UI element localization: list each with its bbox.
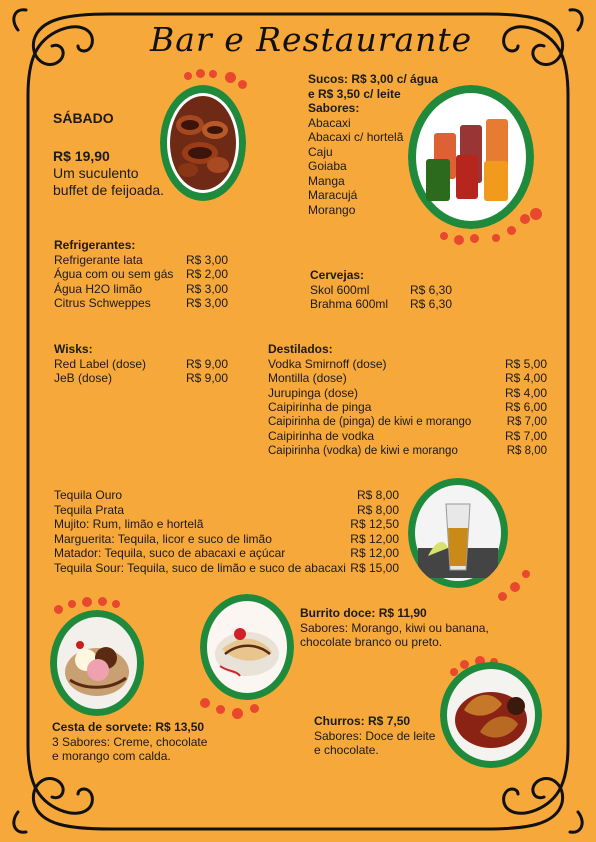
list-item: Caipirinha de (pinga) de kiwi e morango R$ 7,00 — [268, 415, 547, 428]
ice-cream-section — [52, 720, 232, 764]
list-item: Marguerita: Tequila, licor e suco de limão R$ 12,00 — [54, 531, 399, 546]
tequila-image — [408, 478, 508, 588]
page-title: Bar e Restaurante — [150, 20, 473, 59]
soft-drinks-heading: Refrigerantes: — [54, 238, 136, 252]
juice-flavor: Abacaxi c/ hortelã — [308, 130, 404, 144]
list-item: Vodka Smirnoff (dose) R$ 5,00 — [268, 356, 547, 371]
ice-cream-desc-1: 3 Sabores: Creme, chocolate — [52, 734, 208, 749]
list-item: Jurupinga (dose) R$ 4,00 — [268, 385, 547, 400]
burrito-price: R$ 11,90 — [378, 606, 427, 620]
churros-image — [440, 662, 542, 768]
juice-flavor: Morango — [308, 202, 356, 217]
saturday-desc-1: Um suculento — [53, 165, 139, 181]
saturday-price: R$ 19,90 — [53, 148, 110, 164]
list-item: Água H2O limão R$ 3,00 — [54, 281, 228, 296]
list-item: Tequila Prata R$ 8,00 — [54, 502, 399, 517]
list-item: Água com ou sem gás R$ 2,00 — [54, 267, 228, 281]
juice-flavor: Maracujá — [308, 188, 358, 202]
whiskies-heading: Wisks: — [54, 342, 93, 356]
list-item: Montilla (dose) R$ 4,00 — [268, 371, 547, 385]
juices-flavors-label: Sabores: — [308, 101, 360, 115]
list-item: Caipirinha de vodka R$ 7,00 — [268, 429, 547, 443]
burrito-desc-1: Sabores: Morango, kiwi ou banana, — [300, 620, 489, 635]
churros-desc-1: Sabores: Doce de leite — [314, 728, 436, 743]
list-item: Tequila Ouro R$ 8,00 — [54, 488, 399, 502]
churros-desc-2: e chocolate. — [314, 743, 379, 757]
list-item: Tequila Sour: Tequila, suco de limão e suco de abacaxi R$ 15,00 — [54, 560, 399, 575]
distilled-heading: Destilados: — [268, 342, 333, 356]
list-item: Refrigerante lata R$ 3,00 — [54, 252, 228, 267]
burrito-section — [300, 606, 500, 650]
list-item: Matador: Tequila, suco de abacaxi e açúcar R$ 12,00 — [54, 546, 399, 560]
list-item: Mujito: Rum, limão e hortelã R$ 12,50 — [54, 517, 399, 531]
beers-section — [310, 268, 452, 312]
churros-price: R$ 7,50 — [368, 714, 411, 728]
burrito-desc-2: chocolate branco ou preto. — [300, 635, 443, 649]
list-item: Brahma 600ml R$ 6,30 — [310, 297, 452, 311]
burrito-title: Burrito doce: — [300, 606, 376, 620]
list-item: Caipirinha (vodka) de kiwi e morango R$ 8,00 — [268, 444, 547, 457]
juice-flavor: Abacaxi — [308, 115, 351, 130]
juice-flavor: Caju — [308, 144, 333, 159]
burrito-image — [200, 594, 294, 700]
ice-cream-price: R$ 13,50 — [155, 720, 205, 734]
juices-price-1: Sucos: R$ 3,00 c/ água — [308, 72, 439, 86]
distilled-section — [268, 342, 547, 458]
list-item: Skol 600ml R$ 6,30 — [310, 282, 452, 297]
churros-title: Churros: — [314, 714, 365, 728]
juices-section — [308, 72, 448, 217]
list-item: JeB (dose) R$ 9,00 — [54, 371, 228, 385]
list-item: Citrus Schweppes R$ 3,00 — [54, 296, 228, 310]
beers-heading: Cervejas: — [310, 268, 365, 282]
juice-flavor: Manga — [308, 173, 345, 188]
tequila-section — [54, 488, 399, 575]
ice-cream-basket-image — [50, 610, 144, 716]
churros-section — [314, 714, 454, 758]
list-item: Red Label (dose) R$ 9,00 — [54, 356, 228, 371]
ice-cream-desc-2: e morango com calda. — [52, 749, 171, 763]
list-item: Caipirinha de pinga R$ 6,00 — [268, 400, 547, 414]
whiskies-section — [54, 342, 228, 386]
ice-cream-title: Cesta de sorvete: — [52, 720, 153, 734]
saturday-day: SÁBADO — [53, 110, 114, 126]
soft-drinks-section — [54, 238, 228, 311]
juice-flavor: Goiaba — [308, 159, 347, 173]
saturday-desc-2: buffet de feijoada. — [53, 182, 165, 198]
saturday-special — [53, 109, 173, 199]
juices-price-2: e R$ 3,50 c/ leite — [308, 86, 401, 101]
